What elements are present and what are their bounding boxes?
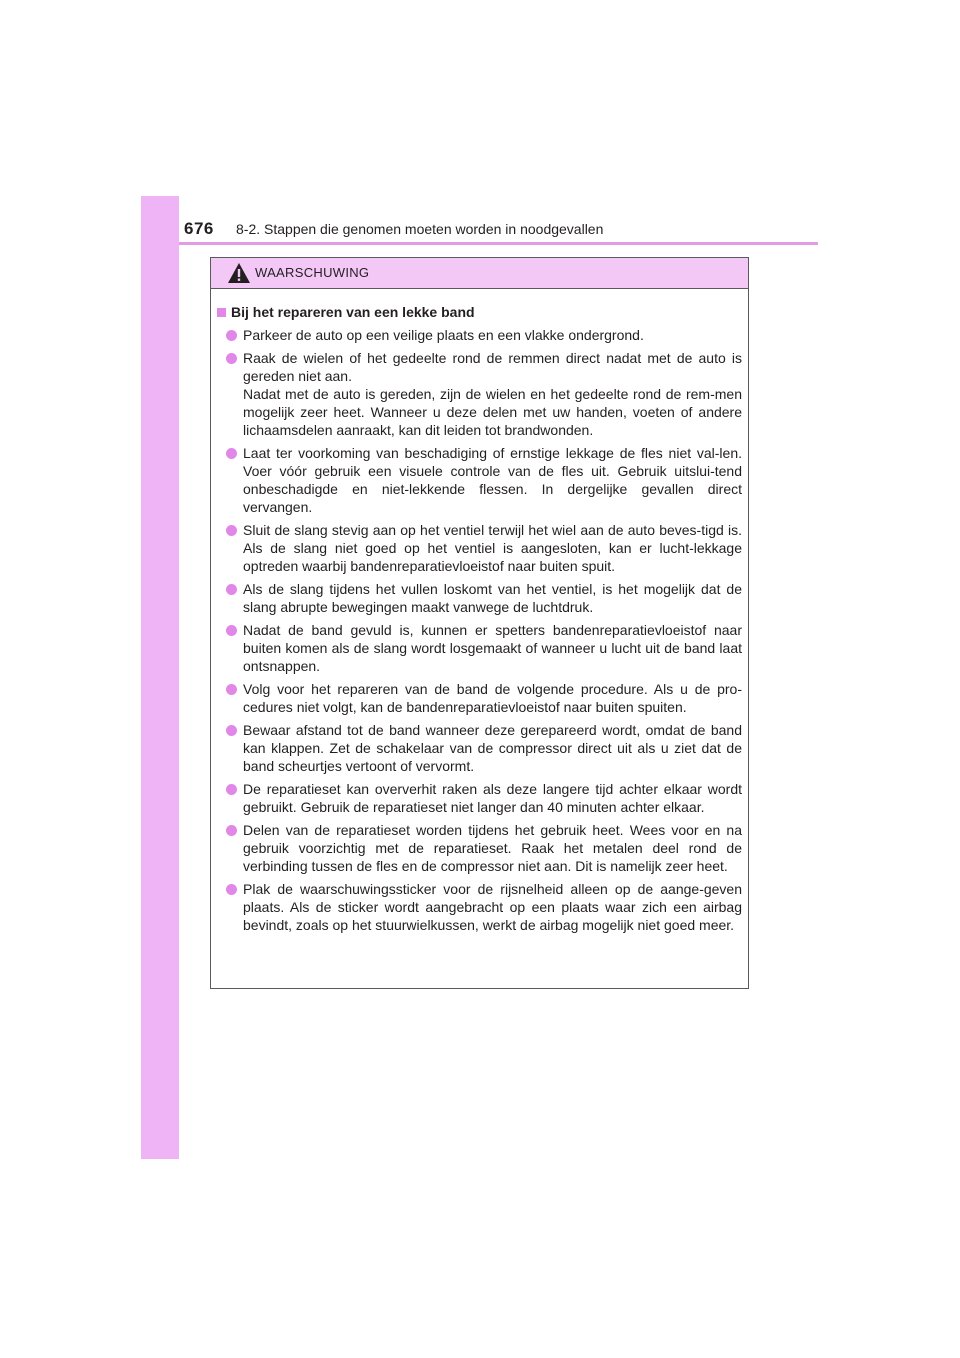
topic-heading xyxy=(217,303,742,321)
list-item-text: Nadat de band gevuld is, kunnen er spetters bandenreparatievloeistof naar buiten komen als de slang wordt losgemaakt of wanneer u lucht uit de band laat ontsnappen. xyxy=(243,622,742,674)
round-bullet-icon xyxy=(226,584,237,595)
list-item-text: Als de slang tijdens het vullen loskomt van het ventiel, is het mogelijk dat de slang abrupte bewegingen maakt vanwege de luchtdruk. xyxy=(243,581,742,615)
list-item xyxy=(217,580,742,616)
header-rule xyxy=(179,242,818,245)
round-bullet-icon xyxy=(226,448,237,459)
warning-body xyxy=(211,289,748,934)
list-item xyxy=(217,821,742,875)
list-item xyxy=(217,349,742,439)
list-item-text: Volg voor het repareren van de band de volgende procedure. Als u de pro-cedures niet volgt, kan de bandenreparatievloeistof naar buiten spuiten. xyxy=(243,681,742,715)
topic-heading-text: Bij het repareren van een lekke band xyxy=(231,304,475,320)
list-item xyxy=(217,444,742,516)
page-number: 676 xyxy=(184,219,214,238)
list-item xyxy=(217,880,742,934)
round-bullet-icon xyxy=(226,884,237,895)
round-bullet-icon xyxy=(226,525,237,536)
list-item-text: Parkeer de auto op een veilige plaats en een vlakke ondergrond. xyxy=(243,327,644,343)
list-item xyxy=(217,326,742,344)
list-item-text: Laat ter voorkoming van beschadiging of ernstige lekkage de fles niet val-len. Voer vóór gebruik een visuele controle van de fles uit. Gebruik uitslui-tend onbeschadigde en niet-lekkende flessen. In dergelijke gevallen direct vervangen. xyxy=(243,445,742,515)
list-item-text: De reparatieset kan oververhit raken als deze langere tijd achter elkaar wordt gebruikt. Gebruik de reparatieset niet langer dan 40 minuten achter elkaar. xyxy=(243,781,742,815)
round-bullet-icon xyxy=(226,330,237,341)
warning-triangle-icon xyxy=(227,262,251,284)
list-item-text: Plak de waarschuwingssticker voor de rijsnelheid alleen op de aange-geven plaats. Als de sticker wordt aangebracht op een plaats waar zich een airbag bevindt, zoals op het stuurwielkussen, werkt de airbag mogelijk niet goed meer. xyxy=(243,881,742,933)
list-item-text: Bewaar afstand tot de band wanneer deze gerepareerd wordt, omdat de band kan klappen. Zet de schakelaar van de compressor direct uit als u ziet dat de band scheurtjes vertoont of vervormt. xyxy=(243,722,742,774)
list-item-text: Raak de wielen of het gedeelte rond de remmen direct nadat met de auto is gereden niet aan. Nadat met de auto is gereden, zijn de wielen en het gedeelte rond de rem-men mogelijk zeer heet. Wanneer u deze delen met uw handen, voeten of andere lichaamsdelen aanraakt, kan dit leiden tot brandwonden. xyxy=(243,350,742,438)
warning-header xyxy=(211,258,748,289)
round-bullet-icon xyxy=(226,825,237,836)
list-item-text: Delen van de reparatieset worden tijdens het gebruik heet. Wees voor en na gebruik voorzichtig met de reparatieset. Raak het metalen deel rond de verbinding tussen de fles en de compressor niet aan. Dit is namelijk zeer heet. xyxy=(243,822,742,874)
list-item xyxy=(217,721,742,775)
section-title: 8-2. Stappen die genomen moeten worden in noodgevallen xyxy=(236,221,604,237)
list-item xyxy=(217,621,742,675)
square-bullet-icon xyxy=(217,308,226,317)
chapter-side-tab xyxy=(141,196,179,1159)
warning-box xyxy=(210,257,749,989)
round-bullet-icon xyxy=(226,784,237,795)
round-bullet-icon xyxy=(226,684,237,695)
list-item xyxy=(217,780,742,816)
warning-title: WAARSCHUWING xyxy=(255,265,370,280)
round-bullet-icon xyxy=(226,353,237,364)
list-item xyxy=(217,680,742,716)
warning-bullet-list xyxy=(217,326,742,934)
round-bullet-icon xyxy=(226,725,237,736)
list-item-text: Sluit de slang stevig aan op het ventiel terwijl het wiel aan de auto beves-tigd is. Als de slang niet goed op het ventiel is aangesloten, kan er lucht-lekkage optreden waarbij bandenreparatievloeistof naar buiten spuit. xyxy=(243,522,742,574)
round-bullet-icon xyxy=(226,625,237,636)
list-item xyxy=(217,521,742,575)
